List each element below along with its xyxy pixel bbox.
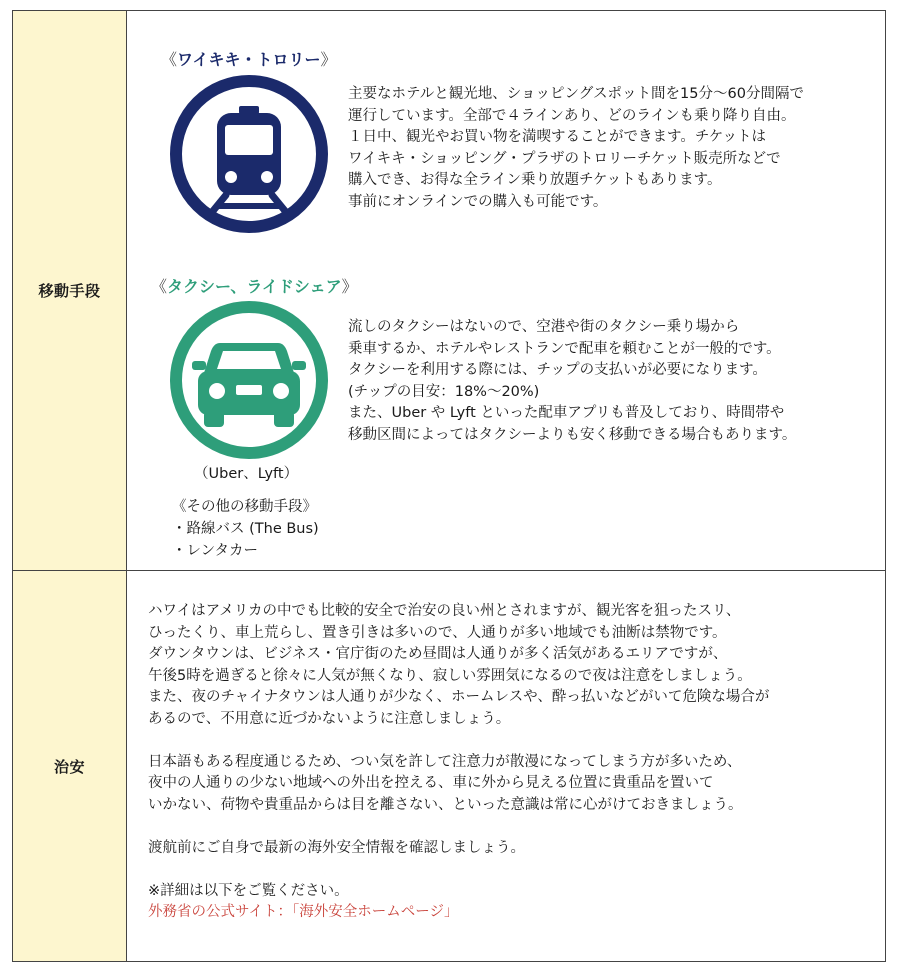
- safety-text: [148, 601, 769, 924]
- trolley-heading-name: ワイキキ・トロリー: [177, 50, 321, 69]
- taxi-heading-close: 》: [341, 277, 358, 296]
- other-transport-item: ・路線バス (The Bus): [172, 521, 319, 537]
- other-transport-heading: 《その他の移動手段》: [172, 499, 317, 515]
- taxi-heading-open: 《: [151, 277, 168, 296]
- trolley-heading: [161, 47, 337, 70]
- safety-line: ひったくり、車上荒らし、置き引きは多いので、人通りが多い地域でも油断は禁物です。: [148, 624, 727, 641]
- trolley-line: 主要なホテルと観光地、ショッピングスポット間を15分〜60分間隔で: [348, 86, 804, 102]
- train-icon: [168, 73, 330, 235]
- safety-note: ※詳細は以下をご覧ください。: [148, 882, 349, 899]
- transport-row: [13, 11, 885, 571]
- safety-advice: 渡航前にご自身で最新の海外安全情報を確認しましょう。: [148, 839, 525, 856]
- transport-content: [128, 11, 885, 570]
- mofa-safety-link[interactable]: 外務省の公式サイト：「海外安全ホームページ」: [148, 904, 459, 920]
- taxi-line: また、Uber や Lyft といった配車アプリも普及しており、時間帯や: [348, 405, 785, 421]
- trolley-heading-close: 》: [320, 50, 337, 69]
- safety-line: 日本語もある程度通じるため、つい気を許して注意力が散漫になってしまう方が多いため、: [148, 753, 742, 770]
- other-transport: [172, 496, 319, 562]
- taxi-description: [348, 317, 796, 446]
- trolley-line: ワイキキ・ショッピング・プラザのトロリーチケット販売所などで: [348, 150, 781, 167]
- other-transport-item: ・レンタカー: [172, 543, 259, 559]
- taxi-heading: [151, 274, 358, 297]
- safety-label: 治安: [13, 571, 127, 961]
- safety-line: 午後5時を過ぎると徐々に人気が無くなり、寂しい雰囲気になるので夜は注意をしましょう。: [148, 667, 752, 684]
- transport-label: 移動手段: [13, 11, 127, 570]
- safety-line: また、夜のチャイナタウンは人通りが少なく、ホームレスや、酔っ払いなどがいて危険な場合が: [148, 689, 770, 705]
- taxi-line: (チップの目安：18%〜20%): [348, 383, 540, 400]
- taxi-heading-name: タクシー、ライドシェア: [167, 277, 342, 296]
- safety-content: [128, 571, 885, 961]
- trolley-description: [348, 84, 804, 213]
- safety-row: [13, 571, 885, 961]
- taxi-line: 流しのタクシーはないので、空港や街のタクシー乗り場から: [348, 319, 740, 335]
- taxi-line: 乗車するか、ホテルやレストランで配車を頼むことが一般的です。: [348, 340, 781, 357]
- safety-line: いかない、荷物や貴重品からは目を離さない、といった意識は常に心がけておきましょう。: [148, 796, 743, 813]
- taxi-line: 移動区間によってはタクシーよりも安く移動できる場合もあります。: [348, 426, 797, 443]
- safety-line: あるので、不用意に近づかないように注意しましょう。: [148, 710, 511, 727]
- taxi-line: タクシーを利用する際には、チップの支払いが必要になります。: [348, 362, 767, 378]
- safety-line: ダウンタウンは、ビジネス・官庁街のため昼間は人通りが多く活気があるエリアですが、: [148, 646, 728, 662]
- safety-line: ハワイはアメリカの中でも比較的安全で治安の良い州とされますが、観光客を狙ったスリ、: [148, 603, 741, 619]
- safety-line: 夜中の人通りの少ない地域への外出を控える、車に外から見える位置に貴重品を置いて: [148, 775, 714, 791]
- taxi-icon-caption: （Uber、Lyft）: [194, 466, 299, 482]
- trolley-line: 事前にオンラインでの購入も可能です。: [348, 193, 608, 210]
- trolley-line: １日中、観光やお買い物を満喫することができます。チケットは: [348, 129, 767, 145]
- trolley-heading-open: 《: [161, 50, 178, 69]
- info-table: [12, 10, 886, 962]
- trolley-line: 購入でき、お得な全ライン乗り放題チケットもあります。: [348, 172, 722, 188]
- car-icon: [168, 299, 330, 461]
- trolley-line: 運行しています。全部で４ラインあり、どのラインも乗り降り自由。: [348, 107, 796, 124]
